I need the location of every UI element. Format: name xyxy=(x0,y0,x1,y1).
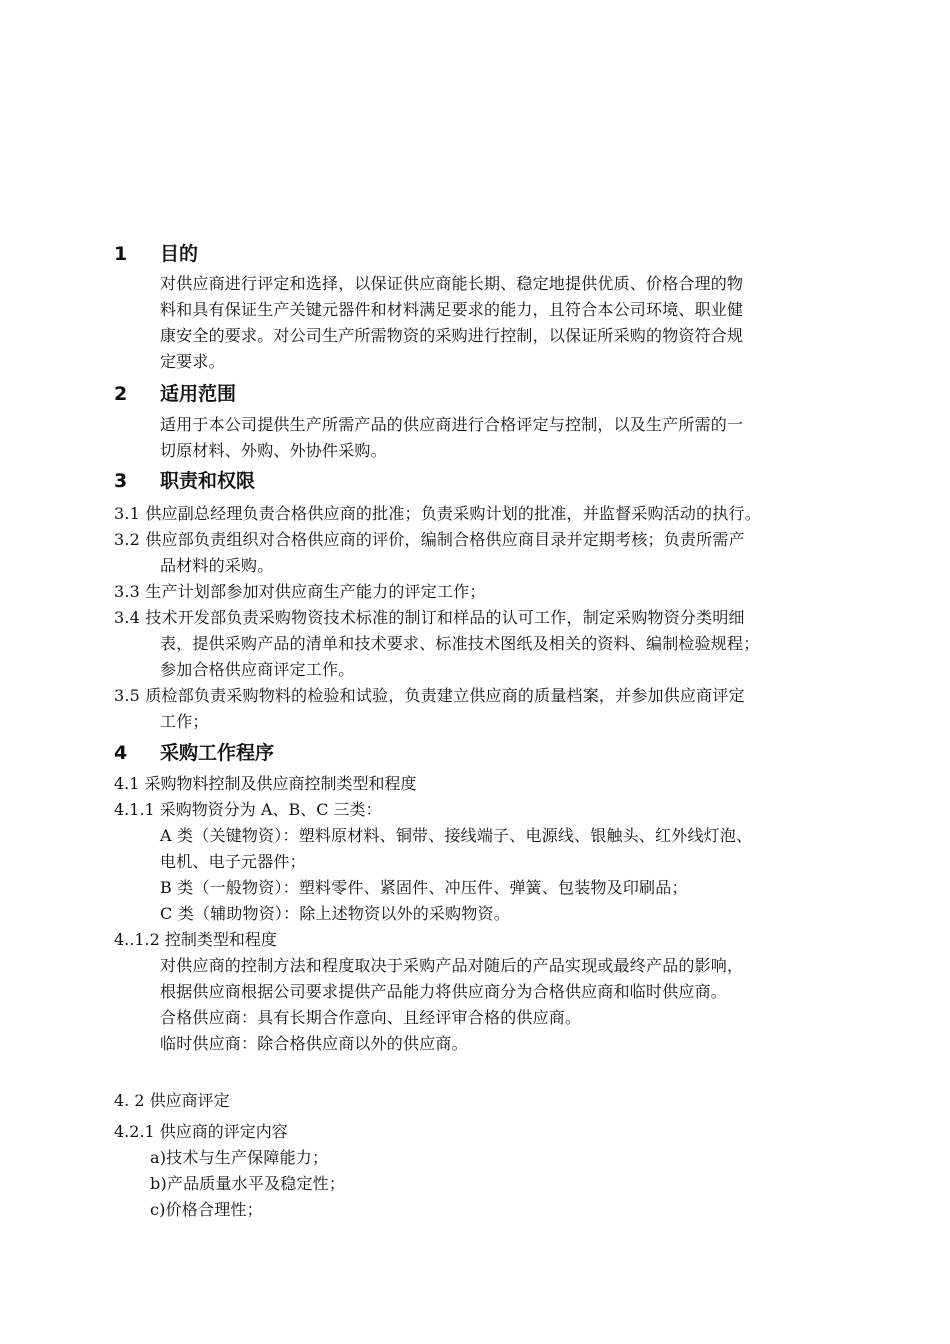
list-item-continuation: 品材料的采购。 xyxy=(160,556,274,575)
paragraph-line: 康安全的要求。对公司生产所需物资的采购进行控制，以保证所采购的物资符合规 xyxy=(160,326,744,345)
paragraph-line: 对供应商进行评定和选择，以保证供应商能长期、稳定地提供优质、价格合理的物 xyxy=(160,274,744,293)
section-number: 3 xyxy=(114,470,128,492)
list-item-continuation: 参加合格供应商评定工作。 xyxy=(160,660,355,679)
list-item: b)产品质量水平及稳定性； xyxy=(150,1174,346,1193)
subsection-heading: 4.2.1 供应商的评定内容 xyxy=(114,1122,288,1141)
paragraph-line: B 类（一般物资）：塑料零件、紧固件、冲压件、弹簧、包装物及印刷品； xyxy=(160,878,688,897)
section-title: 采购工作程序 xyxy=(160,742,275,764)
list-item: 3.3 生产计划部参加对供应商生产能力的评定工作； xyxy=(114,582,486,601)
list-item-continuation: 表，提供采购产品的清单和技术要求、标准技术图纸及相关的资料、编制检验规程； xyxy=(160,634,760,653)
list-item: 3.1 供应副总经理负责合格供应商的批准；负责采购计划的批准，并监督采购活动的执行。 xyxy=(114,504,761,523)
paragraph-line: A 类（关键物资）：塑料原材料、铜带、接线端子、电源线、银触头、红外线灯泡、 xyxy=(160,826,753,845)
paragraph-line: 临时供应商：除合格供应商以外的供应商。 xyxy=(160,1034,468,1053)
section-title: 职责和权限 xyxy=(160,470,256,492)
paragraph-line: 切原材料、外购、外协件采购。 xyxy=(160,441,387,460)
section-number: 1 xyxy=(114,243,128,265)
section-title: 目的 xyxy=(160,243,199,265)
subsection-heading: 4. 2 供应商评定 xyxy=(114,1091,230,1110)
list-item: 3.2 供应部负责组织对合格供应商的评价，编制合格供应商目录并定期考核；负责所需产 xyxy=(114,530,745,549)
section-number: 2 xyxy=(114,383,128,405)
section-title: 适用范围 xyxy=(160,383,237,405)
list-item: a)技术与生产保障能力； xyxy=(150,1148,329,1167)
paragraph-line: C 类（辅助物资）：除上述物资以外的采购物资。 xyxy=(160,904,510,923)
paragraph-line: 对供应商的控制方法和程度取决于采购产品对随后的产品实现或最终产品的影响， xyxy=(160,956,744,975)
subsection-heading: 4.1.1 采购物资分为 A、B、C 三类： xyxy=(114,800,382,819)
paragraph-line: 适用于本公司提供生产所需产品的供应商进行合格评定与控制，以及生产所需的一 xyxy=(160,415,744,434)
section-number: 4 xyxy=(114,742,128,764)
paragraph-line: 根据供应商根据公司要求提供产品能力将供应商分为合格供应商和临时供应商。 xyxy=(160,982,728,1001)
subsection-heading: 4.1 采购物料控制及供应商控制类型和程度 xyxy=(114,774,417,793)
list-item: c)价格合理性； xyxy=(150,1200,263,1219)
list-item: 3.5 质检部负责采购物料的检验和试验，负责建立供应商的质量档案，并参加供应商评定 xyxy=(114,686,745,705)
list-item-continuation: 工作； xyxy=(160,712,209,731)
paragraph-line: 料和具有保证生产关键元器件和材料满足要求的能力，且符合本公司环境、职业健 xyxy=(160,300,744,319)
paragraph-line: 合格供应商：具有长期合作意向、且经评审合格的供应商。 xyxy=(160,1008,582,1027)
subsection-heading: 4..1.2 控制类型和程度 xyxy=(114,930,277,949)
paragraph-line: 电机、电子元器件； xyxy=(160,852,306,871)
paragraph-line: 定要求。 xyxy=(160,352,225,371)
list-item: 3.4 技术开发部负责采购物资技术标准的制订和样品的认可工作，制定采购物资分类明细 xyxy=(114,608,745,627)
